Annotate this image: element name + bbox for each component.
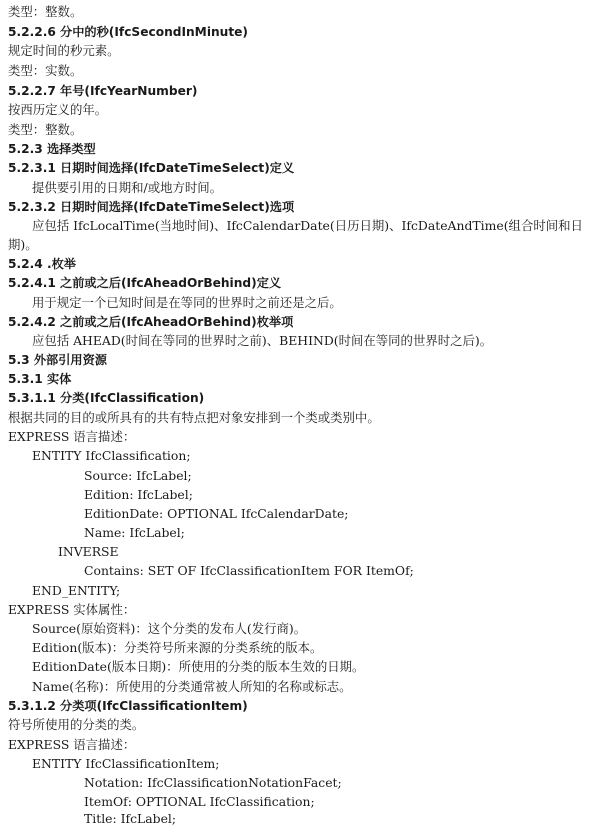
section-heading: 5.2.4.2 之前或之后(IfcAheadOrBehind)枚举项 bbox=[8, 315, 294, 329]
text-line: 期)。 bbox=[8, 237, 38, 252]
code-line: Source: IfcLabel; bbox=[84, 468, 192, 483]
text-line: EXPRESS 语言描述： bbox=[8, 737, 136, 752]
text-line: 符号所使用的分类的类。 bbox=[8, 717, 145, 732]
code-line: Contains: SET OF IfcClassificationItem FOR ItemOf; bbox=[84, 563, 414, 578]
code-line: INVERSE bbox=[58, 544, 119, 559]
text-line: 根据共同的目的或所具有的共有特点把对象安排到一个类或类别中。 bbox=[8, 410, 380, 425]
code-line: Title: IfcLabel; bbox=[84, 811, 177, 826]
section-heading: 5.2.3.1 日期时间选择(IfcDateTimeSelect)定义 bbox=[8, 161, 295, 175]
section-heading: 5.2.3 选择类型 bbox=[8, 142, 96, 156]
text-line: 提供要引用的日期和/或地方时间。 bbox=[32, 180, 223, 195]
section-heading: 5.2.4.1 之前或之后(IfcAheadOrBehind)定义 bbox=[8, 276, 282, 290]
text-line: EditionDate(版本日期)：所使用的分类的版本生效的日期。 bbox=[32, 659, 365, 674]
text-line: 按西历定义的年。 bbox=[8, 102, 108, 117]
text-line: Edition(版本)：分类符号所来源的分类系统的版本。 bbox=[32, 640, 323, 655]
section-heading: 5.2.2.6 分中的秒(IfcSecondInMinute) bbox=[8, 25, 249, 39]
text-line: 用于规定一个已知时间是在等同的世界时之前还是之后。 bbox=[32, 295, 342, 310]
code-line: ENTITY IfcClassification; bbox=[32, 448, 191, 463]
text-line: 类型：整数。 bbox=[8, 122, 83, 137]
section-heading: 5.2.4 .枚举 bbox=[8, 257, 76, 271]
code-line: END_ENTITY; bbox=[32, 583, 121, 598]
section-heading: 5.3.1 实体 bbox=[8, 372, 72, 386]
text-line: 规定时间的秒元素。 bbox=[8, 43, 120, 58]
code-line: EditionDate: OPTIONAL IfcCalendarDate; bbox=[84, 506, 349, 521]
section-heading: 5.3.1.2 分类项(IfcClassificationItem) bbox=[8, 699, 248, 713]
text-line: 类型：整数。 bbox=[8, 4, 83, 19]
code-line: Notation: IfcClassificationNotationFacet; bbox=[84, 775, 342, 790]
text-line: 应包括 IfcLocalTime(当地时间)、IfcCalendarDate(日历日期)、IfcDateAndTime(组合时间和日 bbox=[32, 218, 583, 233]
text-line: Source(原始资料)：这个分类的发布人(发行商)。 bbox=[32, 621, 307, 636]
code-line: ENTITY IfcClassificationItem; bbox=[32, 756, 220, 771]
code-line: Edition: IfcLabel; bbox=[84, 487, 193, 502]
code-line: ItemOf: OPTIONAL IfcClassification; bbox=[84, 794, 315, 809]
text-line: Name(名称)：所使用的分类通常被人所知的名称或标志。 bbox=[32, 679, 352, 694]
section-heading: 5.2.2.7 年号(IfcYearNumber) bbox=[8, 84, 198, 98]
text-line: EXPRESS 语言描述： bbox=[8, 429, 136, 444]
text-line: EXPRESS 实体属性： bbox=[8, 602, 136, 617]
text-line: 应包括 AHEAD(时间在等同的世界时之前)、BEHIND(时间在等同的世界时之后)。 bbox=[32, 333, 493, 348]
section-heading: 5.2.3.2 日期时间选择(IfcDateTimeSelect)选项 bbox=[8, 200, 295, 214]
text-line: 类型：实数。 bbox=[8, 63, 83, 78]
code-line: Name: IfcLabel; bbox=[84, 525, 185, 540]
section-heading: 5.3 外部引用资源 bbox=[8, 353, 107, 367]
section-heading: 5.3.1.1 分类(IfcClassification) bbox=[8, 391, 205, 405]
